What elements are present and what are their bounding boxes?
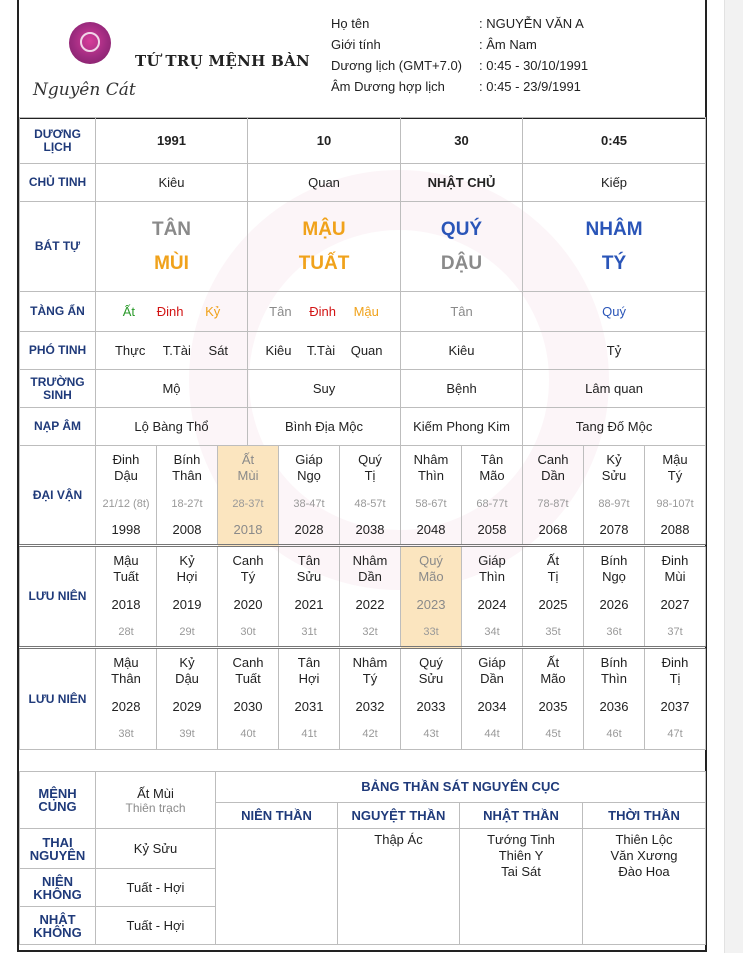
- cycle-name-part: Mão: [479, 468, 505, 483]
- cycle-name: [157, 648, 218, 694]
- nien-than-cell: [216, 829, 338, 945]
- cycle-year: 2078: [584, 516, 645, 546]
- than-sat-item: Tai Sát: [501, 864, 541, 879]
- bat-tu-cell: [248, 202, 401, 292]
- row-label: TRƯỜNG SINH: [20, 370, 96, 408]
- cycle-age: 38-47t: [279, 492, 340, 516]
- cycle-year: 2027: [645, 592, 706, 618]
- cycle-year: 2008: [157, 516, 218, 546]
- earthly-branch: TUẤT: [298, 252, 350, 274]
- secondary-star: T.Tài: [162, 343, 191, 358]
- cycle-name: [523, 546, 584, 592]
- cycle-age: 68-77t: [462, 492, 523, 516]
- cycle-name-part: Sửu: [296, 569, 322, 584]
- cycle-year: 2024: [462, 592, 523, 618]
- cycle-age: 21/12 (8t): [96, 492, 157, 516]
- month-cell: 10: [248, 118, 401, 164]
- cycle-year: 2029: [157, 694, 218, 720]
- tang-an-cell: [96, 292, 248, 332]
- day-cell: 30: [401, 118, 523, 164]
- cycle-name-part: Thìn: [600, 671, 627, 686]
- cycle-year: 2028: [279, 516, 340, 546]
- cycle-name-part: Tị: [669, 671, 681, 686]
- cycle-age: 33t: [401, 618, 462, 648]
- cycle-name: [584, 648, 645, 694]
- cycle-name: [340, 648, 401, 694]
- cycle-year: 2022: [340, 592, 401, 618]
- cycle-age: 34t: [462, 618, 523, 648]
- cycle-name-part: Dậu: [114, 468, 138, 483]
- info-value: : Âm Nam: [479, 37, 537, 52]
- pho-tinh-cell: [96, 332, 248, 370]
- cycle-age: 43t: [401, 720, 462, 750]
- cycle-name-part: Bính: [173, 452, 201, 467]
- cycle-age: 39t: [157, 720, 218, 750]
- nien-khong-cell: Tuất - Hợi: [96, 869, 216, 907]
- logo-text: Nguyên Cát: [33, 80, 136, 100]
- than-sat-item: Thiên Y: [498, 848, 544, 863]
- cycle-name: [96, 546, 157, 592]
- cycle-age: 42t: [340, 720, 401, 750]
- cycle-name-part: Mậu: [662, 452, 688, 467]
- cycle-name-part: Dần: [358, 569, 382, 584]
- chart-sheet: [17, 0, 707, 952]
- year-cell: 1991: [96, 118, 248, 164]
- nap-am-cell: Kiếm Phong Kim: [401, 408, 523, 446]
- cycle-name-part: Ất: [546, 553, 560, 568]
- cycle-name: [96, 648, 157, 694]
- hidden-stem: Kỷ: [205, 304, 221, 319]
- cycle-year: 2034: [462, 694, 523, 720]
- cycle-name: [218, 648, 279, 694]
- cycle-year: 2025: [523, 592, 584, 618]
- col-header: NIÊN THẦN: [216, 802, 338, 828]
- menh-cung-sub: Thiên trạch: [125, 800, 186, 815]
- cycle-name-part: Mão: [540, 671, 566, 686]
- bat-tu-cell: [96, 202, 248, 292]
- bottom-table: [19, 771, 706, 945]
- than-sat-title: BẢNG THẦN SÁT NGUYÊN CỤC: [216, 772, 706, 803]
- cycle-year: 2068: [523, 516, 584, 546]
- cycle-year: 2036: [584, 694, 645, 720]
- row-label: NHẬT KHÔNG: [20, 907, 96, 945]
- scrollbar[interactable]: [724, 0, 743, 953]
- cycle-name-part: Dậu: [175, 671, 199, 686]
- row-label: ĐẠI VẬN: [20, 446, 96, 546]
- page-title: TỨ TRỤ MỆNH BÀN: [135, 52, 311, 70]
- cycle-age: 37t: [645, 618, 706, 648]
- row-label: TÀNG ẨN: [20, 292, 96, 332]
- cycle-year: 2032: [340, 694, 401, 720]
- cycle-name-part: Quý: [358, 452, 382, 467]
- info-value: : 0:45 - 23/9/1991: [479, 79, 581, 94]
- cycle-name-part: Hợi: [176, 569, 198, 584]
- hidden-stem: Đinh: [309, 304, 336, 319]
- cycle-name-part: Ngọ: [602, 569, 626, 584]
- cycle-name-part: Thân: [111, 671, 141, 686]
- truong-sinh-cell: Bệnh: [401, 370, 523, 408]
- cycle-age: 30t: [218, 618, 279, 648]
- cycle-name-part: Giáp: [295, 452, 323, 467]
- cycle-name: [279, 546, 340, 592]
- cycle-year: 2038: [340, 516, 401, 546]
- cycle-age: 47t: [645, 720, 706, 750]
- cycles-table: [19, 445, 706, 750]
- nguyet-than-cell: Thập Ác: [338, 829, 460, 945]
- cycle-name-part: Bính: [600, 655, 628, 670]
- cycle-name: [218, 546, 279, 592]
- info-value: : 0:45 - 30/10/1991: [479, 58, 589, 73]
- cycle-name-part: Tân: [480, 452, 504, 467]
- cycle-name-part: Tuất: [113, 569, 139, 584]
- cycle-year: 2026: [584, 592, 645, 618]
- nhat-khong-cell: Tuất - Hợi: [96, 907, 216, 945]
- cycle-name: [462, 648, 523, 694]
- cycle-name-part: Mậu: [113, 553, 139, 568]
- truong-sinh-cell: Suy: [248, 370, 401, 408]
- cycle-name: [157, 546, 218, 592]
- cycle-age: 38t: [96, 720, 157, 750]
- cycle-year: 2033: [401, 694, 462, 720]
- than-sat-item: Thiên Lộc: [615, 832, 673, 847]
- tang-an-cell: Tân: [401, 292, 523, 332]
- cycle-year: 2088: [645, 516, 706, 546]
- cycle-name-part: Mão: [418, 569, 444, 584]
- cycle-name: [340, 546, 401, 592]
- cycle-name-part: Ngọ: [297, 468, 321, 483]
- nap-am-cell: Tang Đố Mộc: [523, 408, 706, 446]
- cycle-age: 36t: [584, 618, 645, 648]
- earthly-branch: TÝ: [601, 252, 627, 274]
- cycle-year: 2028: [96, 694, 157, 720]
- cycle-name: [523, 648, 584, 694]
- hidden-stem: Đinh: [156, 304, 184, 319]
- cycle-name-part: Sửu: [418, 671, 444, 686]
- row-label: DƯƠNG LỊCH: [20, 118, 96, 164]
- cycle-age: 98-107t: [645, 492, 706, 516]
- nap-am-cell: Bình Địa Mộc: [248, 408, 401, 446]
- cycle-name-part: Giáp: [478, 655, 506, 670]
- cycle-name-part: Dần: [541, 468, 565, 483]
- cycle-name: [96, 446, 157, 492]
- tang-an-cell: [248, 292, 401, 332]
- cycle-age: 45t: [523, 720, 584, 750]
- cycle-name-part: Thìn: [417, 468, 444, 483]
- info-key: Họ tên: [331, 16, 370, 31]
- tang-an-cell: Quý: [523, 292, 706, 332]
- cycle-name-part: Kỷ: [606, 452, 622, 467]
- cycle-age: 58-67t: [401, 492, 462, 516]
- cycle-name: [584, 546, 645, 592]
- cycle-name-part: Đinh: [661, 553, 689, 568]
- cycle-name-part: Tý: [362, 671, 378, 686]
- cycle-name-part: Tị: [547, 569, 559, 584]
- row-label: THAI NGUYÊN: [20, 829, 96, 869]
- col-header: THỜI THẦN: [583, 802, 706, 828]
- menh-cung-cell: [96, 772, 216, 829]
- row-label: MỆNH CUNG: [20, 772, 96, 829]
- row-label: CHỦ TINH: [20, 164, 96, 202]
- info-key: Dương lịch (GMT+7.0): [331, 58, 463, 73]
- cycle-year: 2035: [523, 694, 584, 720]
- cycle-name-part: Ất: [241, 452, 255, 467]
- chu-tinh-cell: NHẬT CHỦ: [401, 164, 523, 202]
- cycle-name: [218, 446, 279, 492]
- cycle-age: 29t: [157, 618, 218, 648]
- hidden-stem: Mậu: [353, 304, 379, 319]
- pillars-table: [19, 117, 706, 446]
- cycle-name: [401, 446, 462, 492]
- chu-tinh-cell: Kiêu: [96, 164, 248, 202]
- cycle-age: 46t: [584, 720, 645, 750]
- cycle-age: 41t: [279, 720, 340, 750]
- cycle-name-part: Thìn: [478, 569, 505, 584]
- row-label: LƯU NIÊN: [20, 648, 96, 750]
- menh-cung-value: Ất Mùi: [137, 785, 174, 801]
- cycle-name: [462, 546, 523, 592]
- cycle-name-part: Nhâm: [352, 655, 388, 670]
- cycle-name-part: Tân: [297, 655, 321, 670]
- cycle-name-part: Tý: [240, 569, 256, 584]
- cycle-name-part: Mùi: [664, 569, 686, 584]
- cycle-age: 40t: [218, 720, 279, 750]
- hidden-stem: Tân: [269, 304, 292, 319]
- bat-tu-cell: [401, 202, 523, 292]
- secondary-star: Sát: [208, 343, 229, 358]
- cycle-age: 48-57t: [340, 492, 401, 516]
- cycle-year: 2019: [157, 592, 218, 618]
- cycle-year: 2018: [218, 516, 279, 546]
- truong-sinh-cell: Mộ: [96, 370, 248, 408]
- cycle-age: 28-37t: [218, 492, 279, 516]
- cycle-name: [523, 446, 584, 492]
- cycle-year: 2031: [279, 694, 340, 720]
- cycle-name-part: Mùi: [237, 468, 259, 483]
- cycle-name-part: Bính: [600, 553, 628, 568]
- cycle-name-part: Dần: [480, 671, 504, 686]
- bat-tu-cell: [523, 202, 706, 292]
- cycle-name-part: Ất: [546, 655, 560, 670]
- hour-cell: 0:45: [523, 118, 706, 164]
- cycle-year: 2048: [401, 516, 462, 546]
- cycle-age: 78-87t: [523, 492, 584, 516]
- hidden-stem: Ất: [122, 304, 136, 319]
- cycle-name-part: Mậu: [113, 655, 139, 670]
- cycle-year: 2021: [279, 592, 340, 618]
- thai-nguyen-cell: Kỷ Sửu: [96, 829, 216, 869]
- cycle-name: [401, 546, 462, 592]
- cycle-year: 2058: [462, 516, 523, 546]
- row-label: NẠP ÂM: [20, 408, 96, 446]
- cycle-name: [645, 446, 706, 492]
- than-sat-item: Văn Xương: [610, 848, 678, 863]
- cycle-age: 88-97t: [584, 492, 645, 516]
- cycle-year: 2020: [218, 592, 279, 618]
- secondary-star: Quan: [350, 343, 383, 358]
- pho-tinh-cell: [248, 332, 401, 370]
- info-key: Giới tính: [331, 37, 381, 52]
- cycle-name-part: Hợi: [298, 671, 320, 686]
- earthly-branch: DẬU: [440, 252, 483, 274]
- cycle-age: 35t: [523, 618, 584, 648]
- info-key: Âm Dương hợp lịch: [331, 79, 445, 94]
- cycle-name-part: Nhâm: [352, 553, 388, 568]
- cycle-year: 2023: [401, 592, 462, 618]
- cycle-name-part: Tị: [364, 468, 376, 483]
- cycle-year: 1998: [96, 516, 157, 546]
- cycle-name: [401, 648, 462, 694]
- cycle-name-part: Quý: [419, 553, 443, 568]
- cycle-name-part: Tân: [297, 553, 321, 568]
- cycle-name-part: Quý: [419, 655, 443, 670]
- earthly-branch: MÙI: [154, 252, 189, 274]
- pho-tinh-cell: Tỷ: [523, 332, 706, 370]
- cycle-name-part: Kỷ: [179, 553, 195, 568]
- cycle-age: 32t: [340, 618, 401, 648]
- chu-tinh-cell: Kiếp: [523, 164, 706, 202]
- info-value: : NGUYỄN VĂN A: [479, 16, 584, 31]
- cycle-name-part: Giáp: [478, 553, 506, 568]
- cycle-age: 28t: [96, 618, 157, 648]
- cycle-name-part: Canh: [232, 553, 264, 568]
- cycle-year: 2018: [96, 592, 157, 618]
- col-header: NGUYỆT THẦN: [338, 802, 460, 828]
- cycle-name-part: Sửu: [601, 468, 627, 483]
- cycle-name: [157, 446, 218, 492]
- chu-tinh-cell: Quan: [248, 164, 401, 202]
- cycle-name-part: Đinh: [661, 655, 689, 670]
- cycle-name-part: Đinh: [112, 452, 140, 467]
- secondary-star: T.Tài: [306, 343, 336, 358]
- cycle-name-part: Canh: [537, 452, 569, 467]
- than-sat-item: Tướng Tinh: [487, 832, 555, 847]
- nap-am-cell: Lộ Bàng Thổ: [96, 408, 248, 446]
- cycle-name: [584, 446, 645, 492]
- heavenly-stem: QUÝ: [440, 218, 483, 240]
- heavenly-stem: MẬU: [302, 218, 346, 240]
- cycle-name: [279, 648, 340, 694]
- cycle-age: 44t: [462, 720, 523, 750]
- nhat-than-cell: [460, 829, 583, 945]
- cycle-name-part: Canh: [232, 655, 264, 670]
- person-info: [331, 13, 588, 97]
- secondary-star: Thực: [114, 343, 146, 358]
- cycle-name-part: Kỷ: [179, 655, 195, 670]
- cycle-name: [279, 446, 340, 492]
- cycle-name-part: Nhâm: [413, 452, 449, 467]
- cycle-year: 2037: [645, 694, 706, 720]
- cycle-name: [462, 446, 523, 492]
- than-sat-item: Đào Hoa: [618, 864, 670, 879]
- cycle-name-part: Thân: [172, 468, 202, 483]
- row-label: PHÓ TINH: [20, 332, 96, 370]
- cycle-name-part: Tý: [667, 468, 683, 483]
- header: [19, 0, 705, 119]
- secondary-star: Kiêu: [265, 343, 292, 358]
- cycle-name: [340, 446, 401, 492]
- cycle-age: 18-27t: [157, 492, 218, 516]
- row-label: LƯU NIÊN: [20, 546, 96, 648]
- pho-tinh-cell: Kiêu: [401, 332, 523, 370]
- logo-icon: [69, 22, 111, 64]
- col-header: NHẬT THẦN: [460, 802, 583, 828]
- cycle-year: 2030: [218, 694, 279, 720]
- heavenly-stem: TÂN: [151, 218, 192, 240]
- truong-sinh-cell: Lâm quan: [523, 370, 706, 408]
- row-label: BÁT TỰ: [20, 202, 96, 292]
- cycle-name: [645, 546, 706, 592]
- row-label: NIÊN KHÔNG: [20, 869, 96, 907]
- cycle-name: [645, 648, 706, 694]
- thoi-than-cell: [583, 829, 706, 945]
- heavenly-stem: NHÂM: [585, 218, 643, 240]
- cycle-name-part: Tuất: [235, 671, 261, 686]
- cycle-age: 31t: [279, 618, 340, 648]
